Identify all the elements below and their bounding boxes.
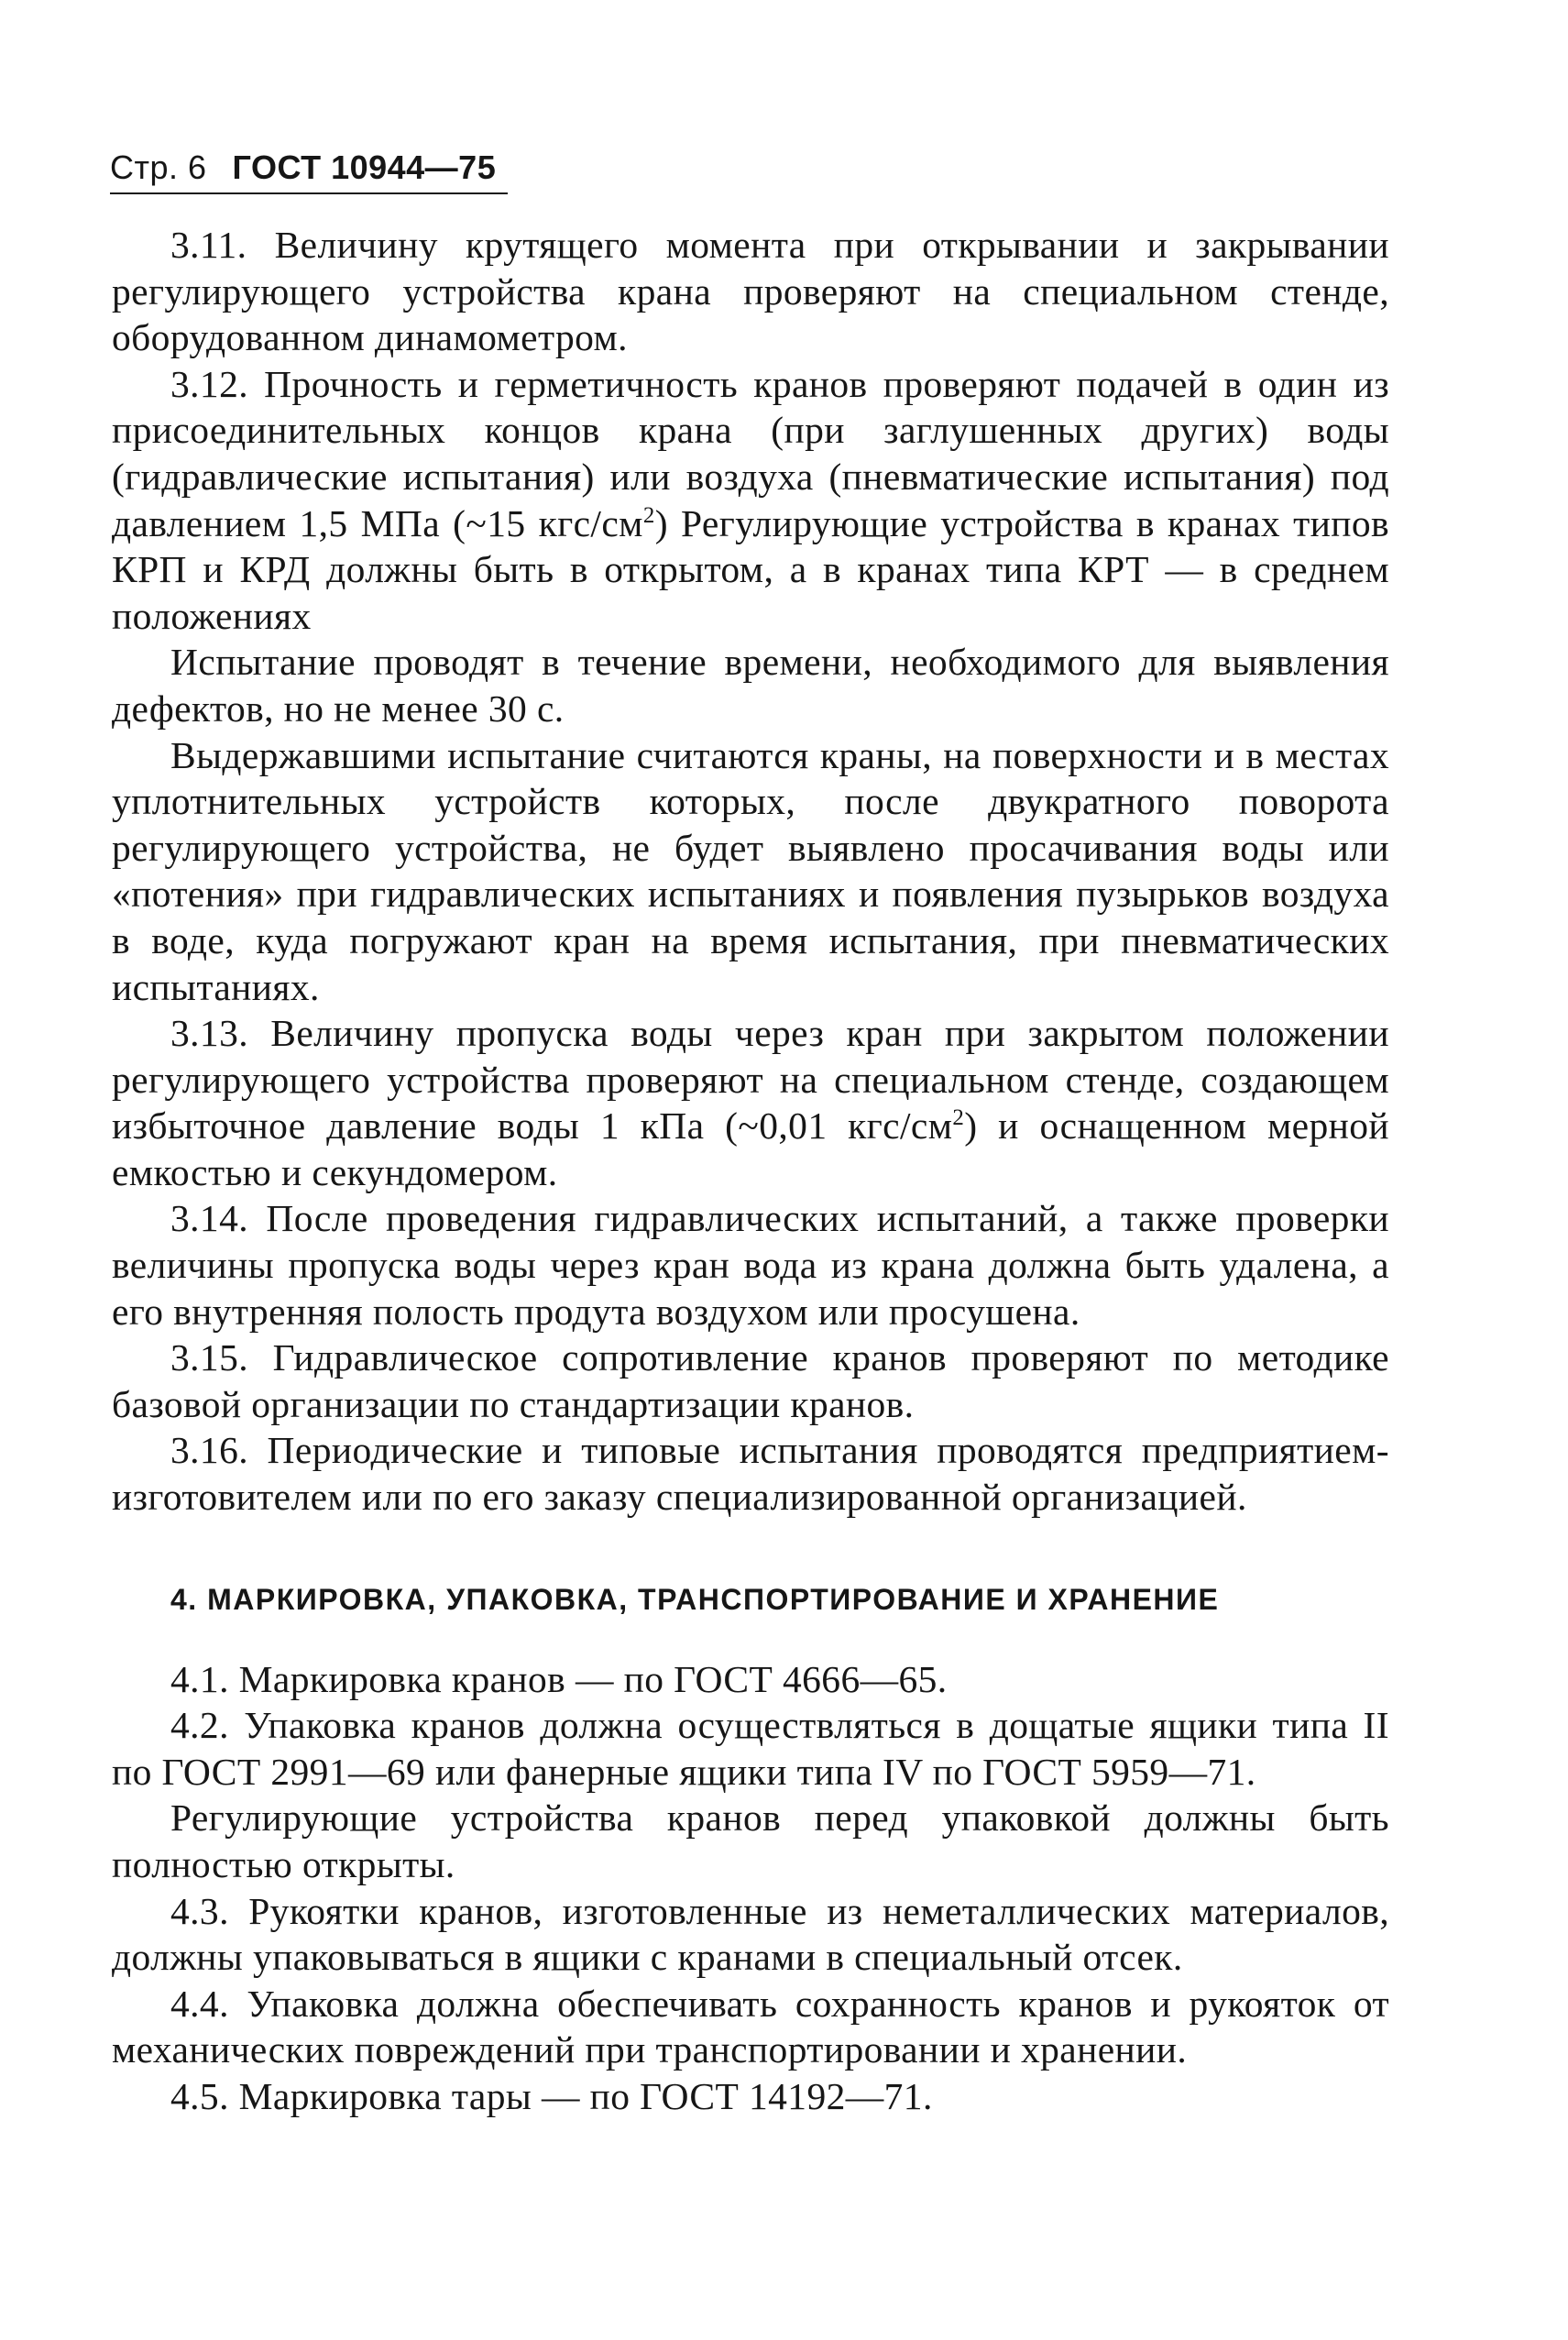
paragraph-4-5: 4.5. Маркировка тары — по ГОСТ 14192—71. xyxy=(170,2074,933,2117)
paragraph-4-2: 4.2. Упаковка кранов должна осуществляться в дощатые ящики типа II по ГОСТ 2991—69 или фанерные ящики типа IV по ГОСТ 5959—71. xyxy=(112,1704,1389,1793)
paragraph-3-11: 3.11. Величину крутящего момента при открывании и закрывании регулирующего устройства крана проверяют на специальном стенде, оборудованном динамометром. xyxy=(112,224,1389,359)
paragraph-3-13-text-a: 3.13. Величину пропуска воды через кран при закрытом положении регулирующего устройства проверяют на специальном стенде, создающем избыточное давление воды 1 кПа (~0,01 кгс/см xyxy=(112,1012,1389,1148)
paragraph-3-15: 3.15. Гидравлическое сопротивление кранов проверяют по методике базовой организации по стандартизации кранов. xyxy=(112,1336,1389,1425)
paragraph-4-2-regulating: Регулирующие устройства кранов перед упаковкой должны быть полностью открыты. xyxy=(112,1796,1389,1885)
paragraph-4-3: 4.3. Рукоятки кранов, изготовленные из неметаллических материалов, должны упаковываться в ящики с кранами в специальный отсек. xyxy=(112,1889,1389,1979)
document-body xyxy=(112,222,1389,2120)
page-number: Стр. 6 xyxy=(110,148,207,186)
paragraph-3-12 xyxy=(112,361,1389,640)
paragraph-3-12-acceptance: Выдержавшими испытание считаются краны, на поверхности и в местах уплотнительных устройств которых, после двукратного поворота регулирующего устройства, не будет выявлено просачивания воды или «потения» при гидравлических испытаниях и появления пузырьков воздуха в воде, куда погружают кран на время испытания, при пневматических испытаниях. xyxy=(112,733,1389,1008)
superscript-2: 2 xyxy=(642,502,655,528)
paragraph-3-12-text-b: ) Регулирующие устройства в кранах типов КРП и КРД должны быть в открытом, а в кранах типа КРТ — в среднем положениях xyxy=(112,501,1389,637)
paragraph-4-1: 4.1. Маркировка кранов — по ГОСТ 4666—65. xyxy=(170,1657,948,1700)
paragraph-3-14: 3.14. После проведения гидравлических испытаний, а также проверки величины пропуска воды через кран вода из крана должна быть удалена, а его внутренняя полость продута воздухом или просушена. xyxy=(112,1197,1389,1333)
standard-designation: ГОСТ 10944—75 xyxy=(232,148,497,186)
superscript-2: 2 xyxy=(952,1105,965,1131)
paragraph-3-12-text-a: 3.12. Прочность и герметичность кранов проверяют подачей в один из присоединительных концов крана (при заглушенных других) воды (гидравлические испытания) или воздуха (пневматические испытания) под давлением 1,5 МПа (~15 кгс/см xyxy=(112,362,1389,544)
paragraph-3-13-text-b: ) и оснащенном мерной емкостью и секундомером. xyxy=(112,1104,1389,1193)
paragraph-4-4: 4.4. Упаковка должна обеспечивать сохранность кранов и рукояток от механических повреждений при транспортировании и хранении. xyxy=(112,1982,1389,2071)
paragraph-3-13 xyxy=(112,1010,1389,1195)
header-rule xyxy=(110,192,508,194)
page-header xyxy=(110,148,496,187)
paragraph-3-16: 3.16. Периодические и типовые испытания проводятся предприятием-изготовителем или по его заказу специализированной организацией. xyxy=(112,1429,1389,1519)
section-4-title: 4. МАРКИРОВКА, УПАКОВКА, ТРАНСПОРТИРОВАНИЕ И ХРАНЕНИЕ xyxy=(170,1582,1220,1616)
paragraph-3-12-test-duration: Испытание проводят в течение времени, необходимого для выявления дефектов, но не менее 30 с. xyxy=(112,641,1389,730)
